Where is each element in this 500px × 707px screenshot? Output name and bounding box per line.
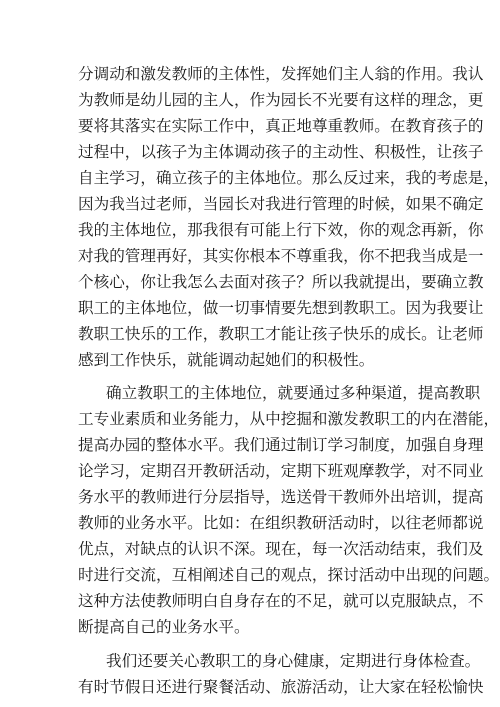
text-line: 要将其落实在实际工作中，真正地尊重教师。在教育孩子的 <box>78 117 484 135</box>
text-line: 职工的主体地位，做一切事情要先想到教职工。因为我要让 <box>78 299 484 317</box>
paragraph-first-line: 我们还要关心教职工的身心健康，定期进行身体检查。 <box>106 652 481 670</box>
text-line: 因为我当过老师，当园长对我进行管理的时候，如果不确定 <box>78 195 484 213</box>
text-line: 教职工快乐的工作，教职工才能让孩子快乐的成长。让老师 <box>78 325 484 343</box>
text-line: 自主学习，确立孩子的主体地位。那么反过来，我的考虑是， <box>78 169 500 187</box>
text-line: 过程中，以孩子为主体调动孩子的主动性、积极性，让孩子 <box>78 143 484 161</box>
text-line: 我的主体地位，那我很有可能上行下效，你的观念再新，你 <box>78 221 484 239</box>
text-line: 感到工作快乐，就能调动起她们的积极性。 <box>78 351 375 369</box>
text-line: 务水平的教师进行分层指导，选送骨干教师外出培训，提高 <box>78 488 484 506</box>
text-line: 有时节假日还进行聚餐活动、旅游活动，让大家在轻松愉快 <box>78 678 484 696</box>
text-line: 时进行交流，互相阐述自己的观点，探讨活动中出现的问题。 <box>78 566 500 584</box>
text-line: 为教师是幼儿园的主人，作为园长不光要有这样的理念，更 <box>78 91 484 109</box>
paragraph-first-line: 确立教职工的主体地位，就要通过多种渠道，提高教职 <box>106 384 481 402</box>
text-line: 分调动和激发教师的主体性，发挥她们主人翁的作用。我认 <box>78 65 484 83</box>
text-line: 断提高自己的业务水平。 <box>78 618 250 636</box>
text-line: 提高办园的整体水平。我们通过制订学习制度，加强自身理 <box>78 436 484 454</box>
text-line: 这种方法使教师明白自身存在的不足，就可以克服缺点，不 <box>78 592 484 610</box>
text-line: 教师的业务水平。比如：在组织教研活动时，以往老师都说 <box>78 514 484 532</box>
text-line: 对我的管理再好，其实你根本不尊重我，你不把我当成是一 <box>78 247 484 265</box>
text-line: 工专业素质和业务能力，从中挖掘和激发教职工的内在潜能， <box>78 410 500 428</box>
text-line: 个核心，你让我怎么去面对孩子？所以我就提出，要确立教 <box>78 273 484 291</box>
text-line: 优点，对缺点的认识不深。现在，每一次活动结束，我们及 <box>78 540 484 558</box>
text-line: 论学习，定期召开教研活动，定期下班观摩教学，对不同业 <box>78 462 484 480</box>
